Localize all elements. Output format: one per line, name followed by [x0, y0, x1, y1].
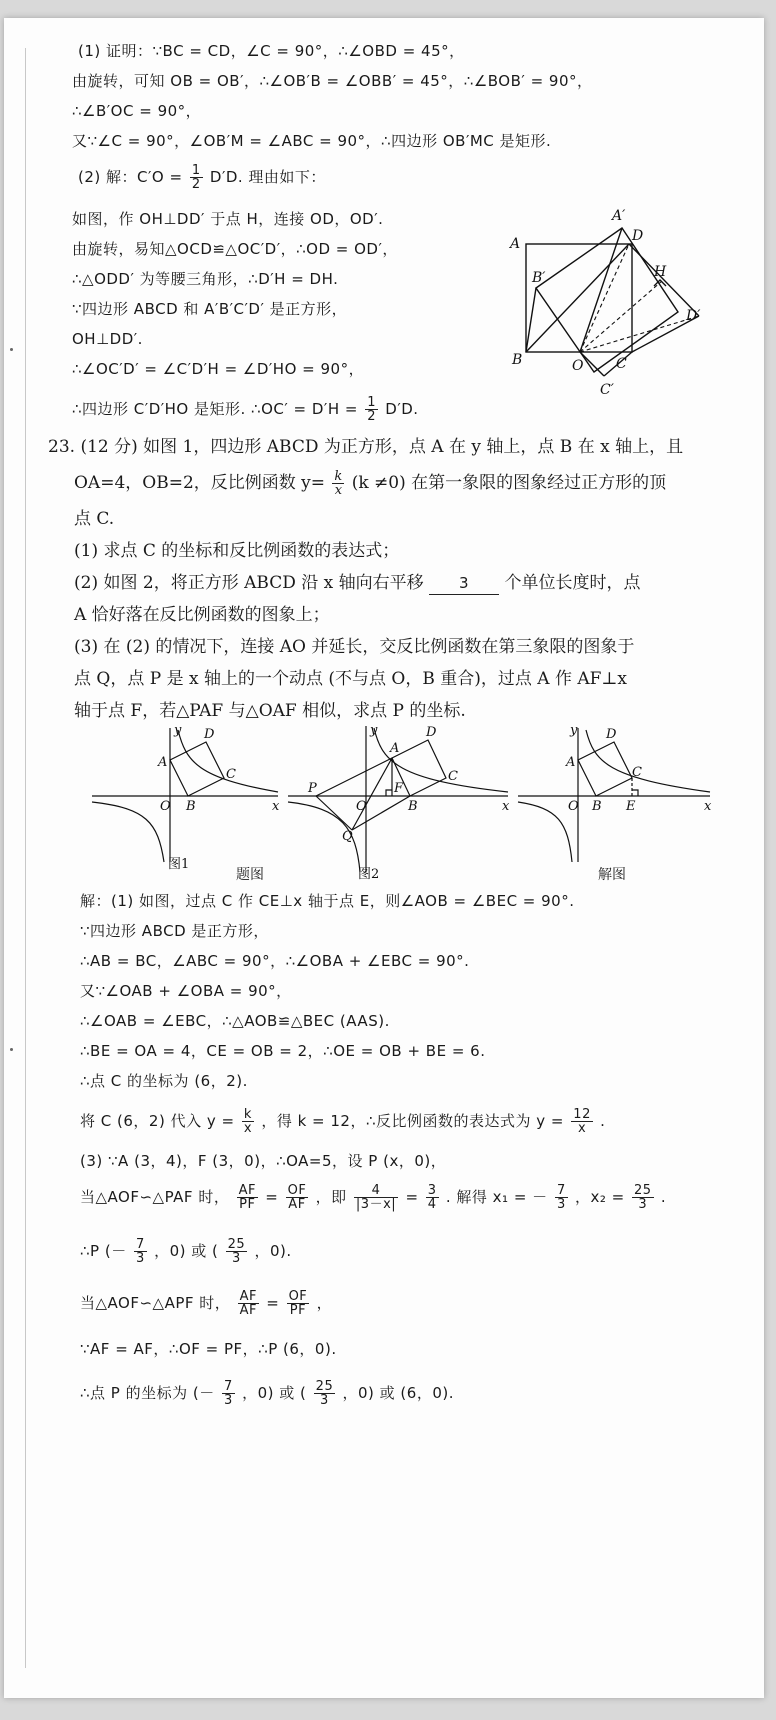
fraction	[555, 1184, 568, 1211]
label-x: x	[502, 799, 510, 814]
fraction	[365, 396, 378, 423]
hyperbola-q3	[518, 802, 572, 862]
text: =	[265, 1188, 279, 1206]
label-c: C	[616, 356, 627, 372]
text: ，x₂ =	[575, 1188, 625, 1206]
fraction	[426, 1184, 439, 1211]
right-angle-mark	[632, 790, 638, 796]
problem-line-6: A 恰好落在反比例函数的图象上；	[74, 605, 330, 625]
text: .	[660, 1188, 667, 1206]
label-f: F	[394, 781, 404, 796]
answer-page	[4, 18, 764, 1698]
label-c1: C′	[600, 382, 614, 398]
frac-num: k	[334, 469, 343, 484]
figure-1	[88, 722, 284, 872]
figure-1-label: 图1	[168, 857, 190, 872]
text: 将 C (6，2) 代入 y =	[80, 1112, 235, 1130]
text: ∴点 P 的坐标为 (－	[80, 1384, 215, 1402]
frac-num: 3	[427, 1183, 437, 1198]
label-q: Q	[342, 829, 353, 844]
margin-mark	[10, 1048, 13, 1051]
part-a-line-4: 又∵∠C = 90°，∠OB′M = ∠ABC = 90°，∴四边形 OB′MC 是矩形.	[72, 132, 552, 150]
label-c: C	[448, 769, 458, 784]
label-c: C	[226, 767, 236, 782]
problem-line-2	[74, 470, 666, 497]
text: ∴P (－	[80, 1242, 127, 1260]
text: 当△AOF∽△APF 时，	[80, 1294, 231, 1312]
margin-mark	[10, 348, 13, 351]
frac-den: |3－x|	[355, 1197, 397, 1212]
square	[170, 742, 224, 796]
part-a-line-8: ∴△ODD′ 为等腰三角形，∴D′H = DH.	[72, 270, 339, 288]
fraction	[238, 1290, 259, 1317]
solution-line-10	[80, 1184, 666, 1211]
text: (2) 如图 2，将正方形 ABCD 沿 x 轴向右平移	[74, 573, 424, 593]
frac-num: OF	[288, 1289, 308, 1304]
solution-line-8	[80, 1108, 605, 1135]
solution-line-12	[80, 1290, 332, 1317]
label-b: B	[592, 799, 602, 814]
frac-den: PF	[239, 1197, 256, 1212]
fraction	[190, 164, 203, 191]
label-e: E	[626, 799, 636, 814]
part-a-line-3: ∴∠B′OC = 90°，	[72, 102, 202, 120]
text: ，得 k = 12，∴反比例函数的表达式为 y =	[261, 1112, 565, 1130]
label-b: B	[512, 352, 523, 368]
frac-num: 4	[354, 1184, 398, 1198]
right-angle-mark	[386, 790, 392, 796]
frac-num: k	[242, 1108, 254, 1122]
label-b: B	[186, 799, 196, 814]
text: (2) 解：C′O =	[78, 168, 183, 186]
part-a-line-9: ∵四边形 ABCD 和 A′B′C′D′ 是正方形，	[72, 300, 348, 318]
frac-den: 4	[427, 1197, 437, 1212]
square-rotated	[536, 228, 678, 372]
part-a-line-5	[78, 164, 326, 191]
solution-line-2: ∵四边形 ABCD 是正方形，	[80, 922, 269, 940]
part-a-line-7: 由旋转，易知△OCD≌△OC′D′，∴OD = OD′，	[72, 240, 398, 258]
text: 个单位长度时，点	[504, 573, 641, 593]
part-a-line-11: ∴∠OC′D′ = ∠C′D′H = ∠D′HO = 90°，	[72, 360, 365, 378]
solution-line-7: ∴点 C 的坐标为 (6，2).	[80, 1072, 248, 1090]
answer-blank: 3	[429, 572, 499, 595]
figure-2	[286, 722, 514, 882]
fraction	[632, 1184, 654, 1211]
frac-den: x	[243, 1121, 253, 1136]
solution-line-13: ∵AF = AF，∴OF = PF，∴P (6，0).	[80, 1340, 337, 1358]
frac-den: 3	[136, 1251, 145, 1266]
text: ，0) 或 (6，0).	[342, 1384, 454, 1402]
segment-bd	[526, 244, 629, 352]
hyperbola-q1	[178, 730, 278, 792]
fraction	[332, 470, 344, 497]
problem-line-4: (1) 求点 C 的坐标和反比例函数的表达式；	[74, 541, 400, 561]
figure-2-label: 图2	[358, 867, 380, 882]
segment	[580, 352, 604, 376]
solution-line-11	[80, 1238, 292, 1265]
label-d: D	[632, 228, 644, 244]
label-b: B	[408, 799, 418, 814]
line-pq	[316, 796, 352, 830]
fraction	[134, 1238, 147, 1265]
frac-den: AF	[288, 1197, 306, 1212]
dashed-od	[580, 244, 629, 352]
label-c: C	[632, 765, 642, 780]
label-d: D	[606, 727, 617, 742]
text: 当△AOF∽△PAF 时，	[80, 1188, 230, 1206]
line-ap	[316, 758, 392, 796]
label-a: A	[510, 236, 521, 252]
frac-den: 3	[320, 1393, 329, 1408]
fraction	[286, 1184, 309, 1211]
text: ，	[316, 1294, 333, 1312]
problem-line-5	[74, 572, 640, 595]
part-a-line-10: OH⊥DD′.	[72, 330, 143, 348]
label-a: A	[390, 741, 400, 756]
frac-den: 2	[191, 177, 201, 192]
label-d1: D′	[686, 308, 701, 324]
label-o: O	[568, 799, 579, 814]
margin-line	[25, 48, 26, 1668]
frac-den: 2	[367, 409, 377, 424]
label-a1: A′	[612, 208, 626, 224]
label-p: P	[308, 781, 317, 796]
frac-num: 7	[136, 1237, 145, 1252]
text: ，即	[315, 1188, 347, 1206]
label-o: O	[160, 799, 171, 814]
frac-num: OF	[287, 1183, 307, 1198]
text: D′D. 理由如下：	[209, 168, 326, 186]
fraction	[314, 1380, 336, 1407]
fraction	[222, 1380, 235, 1407]
fraction	[571, 1108, 593, 1135]
label-o: O	[356, 799, 367, 814]
label-y: y	[174, 723, 182, 738]
frac-num: 1	[367, 395, 377, 410]
problem-line-8: 点 Q，点 P 是 x 轴上的一个动点 (不与点 O，B 重合)，过点 A 作 AF⊥x	[74, 669, 628, 689]
frac-num: 7	[224, 1379, 233, 1394]
part-a-line-1: (1) 证明：∵BC = CD，∠C = 90°，∴∠OBD = 45°，	[78, 42, 465, 60]
text: . 解得 x₁ = －	[445, 1188, 548, 1206]
label-x: x	[704, 799, 712, 814]
label-d: D	[426, 725, 437, 740]
text: ，0).	[254, 1242, 292, 1260]
text: =	[266, 1294, 280, 1312]
caption-right: 解图	[598, 867, 626, 883]
frac-num: 12	[573, 1107, 591, 1122]
text: ，0) 或 (	[154, 1242, 219, 1260]
frac-num: 25	[227, 1237, 246, 1252]
problem-line-7: (3) 在 (2) 的情况下，连接 AO 并延长，交反比例函数在第三象限的图象于	[74, 637, 635, 657]
solution-line-9: (3) ∵A (3，4)，F (3，0)，∴OA=5，设 P (x，0)，	[80, 1152, 447, 1170]
label-y: y	[570, 723, 578, 738]
frac-num: 25	[315, 1379, 334, 1394]
solution-line-1: 解：(1) 如图，过点 C 作 CE⊥x 轴于点 E，则∠AOB = ∠BEC = 90°.	[80, 892, 575, 910]
label-o: O	[572, 358, 584, 374]
solution-line-4: 又∵∠OAB + ∠OBA = 90°，	[80, 982, 292, 1000]
problem-line-9: 轴于点 F，若△PAF 与△OAF 相似，求点 P 的坐标.	[74, 701, 466, 721]
frac-num: AF	[239, 1289, 257, 1304]
part-a-line-12	[72, 396, 419, 423]
solution-line-3: ∴AB = BC，∠ABC = 90°，∴∠OBA + ∠EBC = 90°.	[80, 952, 470, 970]
text: OA=4，OB=2，反比例函数 y=	[74, 473, 326, 493]
frac-den: PF	[289, 1303, 307, 1318]
solution-figure	[514, 722, 714, 872]
fraction	[287, 1290, 310, 1317]
part-a-line-6: 如图，作 OH⊥DD′ 于点 H，连接 OD，OD′.	[72, 210, 384, 228]
text: (k ≠0) 在第一象限的图象经过正方形的顶	[351, 473, 667, 493]
frac-den: 3	[556, 1197, 566, 1212]
fraction	[237, 1184, 258, 1211]
dashed-od1	[580, 316, 699, 352]
rotated-squares-figure	[504, 204, 714, 404]
label-a: A	[158, 755, 168, 770]
fraction	[226, 1238, 248, 1265]
text: .	[600, 1112, 606, 1130]
label-h: H	[654, 264, 667, 280]
frac-den: 3	[224, 1393, 233, 1408]
frac-den: x	[577, 1121, 587, 1136]
caption-left: 题图	[236, 867, 264, 883]
frac-den: AF	[239, 1303, 257, 1318]
part-a-line-2: 由旋转，可知 OB = OB′，∴∠OB′B = ∠OBB′ = 45°，∴∠BOB′ = 90°，	[72, 72, 593, 90]
solution-line-5: ∴∠OAB = ∠EBC，∴△AOB≌△BEC (AAS).	[80, 1012, 390, 1030]
frac-den: x	[334, 483, 343, 498]
text: ∴四边形 C′D′HO 是矩形. ∴OC′ = D′H =	[72, 400, 358, 418]
frac-num: 1	[191, 163, 201, 178]
fraction	[354, 1184, 398, 1211]
frac-den: 3	[638, 1197, 648, 1212]
fraction	[242, 1108, 254, 1135]
problem-line-1: 23. (12 分) 如图 1，四边形 ABCD 为正方形，点 A 在 y 轴上，点 B 在 x 轴上，且	[48, 437, 684, 457]
text: D′D.	[385, 400, 419, 418]
label-a: A	[566, 755, 576, 770]
solution-line-6: ∴BE = OA = 4，CE = OB = 2，∴OE = OB + BE = 6.	[80, 1042, 486, 1060]
frac-num: 7	[556, 1183, 566, 1198]
label-y: y	[370, 723, 378, 738]
solution-line-14	[80, 1380, 454, 1407]
problem-line-3: 点 C.	[74, 509, 115, 529]
frac-num: AF	[238, 1183, 256, 1198]
hyperbola-q1	[586, 730, 710, 792]
label-x: x	[272, 799, 280, 814]
hyperbola-q3	[92, 802, 164, 862]
text: ，0) 或 (	[242, 1384, 307, 1402]
square	[578, 742, 632, 796]
text: =	[405, 1188, 419, 1206]
label-d: D	[204, 727, 215, 742]
frac-den: 3	[232, 1251, 241, 1266]
frac-num: 25	[634, 1183, 652, 1198]
segment-dd	[629, 244, 699, 316]
label-b1: B′	[532, 270, 546, 286]
